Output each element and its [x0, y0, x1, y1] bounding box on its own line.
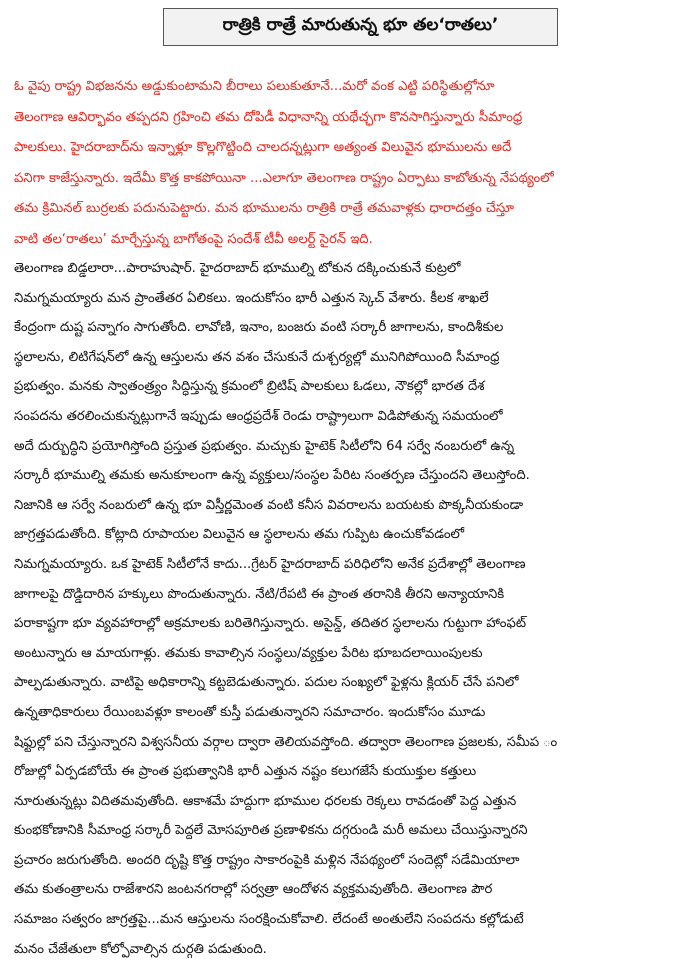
body-line: మనం చేజేతులా కోల్పోవాల్సిన దుర్గతి పడుతుంది.	[14, 941, 267, 957]
body-line: ప్రభుత్వం. మనకు స్వాతంత్ర్యం సిద్ధిస్తున్న క్రమంలో బ్రిటిష్ పాలకులు ఓడలు, నౌకల్లో భారత దేశ	[14, 379, 485, 395]
title-area	[0, 8, 679, 48]
intro-line: తెలంగాణ ఆవిర్భావం తప్పదని గ్రహించి తమ దోపిడీ విధానాన్ని యథేచ్ఛగా కొనసాగిస్తున్నారు సీమాంధ్ర	[14, 109, 523, 125]
body-line: సంపదను తరలించుకున్నట్లుగానే ఇప్పుడు ఆంధ్రప్రదేశ్ రెండు రాష్ట్రాలుగా విడిపోతున్న సమయంలో	[14, 408, 503, 424]
body-line: పరాకాష్టగా భూ వ్యవహారాల్లో అక్రమాలకు బరితెగిస్తున్నారు. అసైన్డ్, తదితర స్థలాలను గుట్టుగా హాంఫట్	[14, 616, 527, 632]
body-line: పాల్పడుతున్నారు. వాటిపై అధికారాన్ని కట్టబెడుతున్నారు. పదుల సంఖ్యలో ఫైళ్లను క్లియర్ చేసే పనిలో	[14, 675, 519, 691]
body-line: కేంద్రంగా దుష్ట పన్నాగం సాగుతోంది. లావోణి, ఇనాం, బంజరు వంటి సర్కారీ జాగాలను, కాందిశీకుల	[14, 320, 504, 336]
body-line: షిఫ్టుల్లో పని చేస్తున్నారని విశ్వసనీయ వర్గాల ద్వారా తెలియవస్తోంది. తద్వారా తెలంగాణ ప్రజలకు, సమీప ం	[14, 734, 558, 750]
body-line: జాగ్రత్తపడుతోంది. కోట్లాది రూపాయల విలువైన ఆ స్థలాలను తమ గుప్పిట ఉంచుకోవడంలో	[14, 527, 465, 543]
intro-line: తమ క్రిమినల్ బుర్రలకు పదునుపెట్టారు. మన భూములను రాత్రికి రాత్రే తమవాళ్లకు ధారాదత్తం చేస్తూ	[14, 201, 514, 216]
body-line: సమాజం సత్వరం జాగ్రత్తపై...మన ఆస్తులను సంరక్షించుకోవాలి. లేదంటే అంతులేని సంపదను కల్లోడుటే	[14, 912, 524, 928]
body-line: ఉన్నతాధికారులు రేయింబవళ్లూ కాలంతో కుస్తీ పడుతున్నారని సమాచారం. ఇందుకోసం మూడు	[14, 704, 486, 720]
body-line: నిమగ్నమయ్యారు మన ప్రాంతేతర ఏలికలు. ఇందుకోసం భారీ ఎత్తున స్కెచ్ వేశారు. కీలక శాఖలే	[14, 290, 489, 306]
body-line: నిమగ్నమయ్యారు. ఒక హైటెక్ సిటీలోనే కాదు...గ్రేటర్ హైదరాబాద్ పరిధిలోని అనేక ప్రదేశాల్లో తెలంగాణ	[14, 556, 526, 572]
body-line: తమ కుతంత్రాలను రాజేశారని జంటనగరాల్లో సర్వత్రా ఆందోళన వ్యక్తమవుతోంది. తెలంగాణ పౌర	[14, 882, 493, 898]
intro-line: వాటి తల‘రాతలు’ మార్చేస్తున్న బాగోతంపై సందేశ్ టీవీ అలర్ట్ సైరన్ ఇది.	[14, 231, 373, 247]
body-line: సర్కారీ భూముల్ని తమకు అనుకూలంగా ఉన్న వ్యక్తులు/సంస్థల పేరిట సంతర్పణ చేస్తుందని తెలుస్తోంది.	[14, 468, 530, 484]
body-line: నూరుతున్నట్లు విదితమవుతోంది. ఆకాశమే హద్దుగా భూముల ధరలకు రెక్కలు రావడంతో పెద్ద ఎత్తున	[14, 793, 517, 809]
body-line: అంటున్నారు ఆ మాయగాళ్లు. తమకు కావాల్సిన సంస్థలు/వ్యక్తుల పేరిట భూబదలాయింపులకు	[14, 645, 483, 661]
article-title: రాత్రికి రాత్రే మారుతున్న భూ తల‘రాతలు’	[163, 8, 558, 46]
intro-paragraph	[14, 72, 664, 255]
body-line: స్థలాలను, లిటిగేషన్‌లో ఉన్న ఆస్తులను తన వశం చేసుకునే దుశ్చర్యల్లో మునిగిపోయింది సీమాంధ్ర	[14, 349, 500, 365]
body-line: జాగాలపై దొడ్డిదారిన హక్కులు పొందుతున్నారు. నేటి/రేపటి ఈ ప్రాంత తరానికి తీరని అన్యాయానికి	[14, 586, 505, 602]
intro-line: పనిగా కాజేస్తున్నారు. ఇదేమీ కొత్త కాకపోయినా ...ఎలాగూ తెలంగాణ రాష్ట్రం ఏర్పాటు కాబోతున్న నేపథ్యంలో	[14, 170, 554, 186]
body-paragraph	[14, 254, 664, 964]
intro-line: ఓ వైపు రాష్ట్ర విభజనను అడ్డుకుంటామని బీరాలు పలుకుతూనే...మరో వంక ఎట్టి పరిస్థితుల్లోనూ	[14, 79, 495, 94]
body-line: అదే దుర్బుద్ధిని ప్రయోగిస్తోంది ప్రస్తుత ప్రభుత్వం. మచ్చుకు హైటెక్ సిటీలోని 64 సర్వే నంబరులో ఉన్న	[14, 438, 515, 454]
body-line: నిజానికి ఆ సర్వే నంబరులో ఉన్న భూ విస్తీర్ణమెంత వంటి కనీస వివరాలను బయటకు పొక్కనీయకుండా	[14, 497, 524, 513]
body-line: ప్రచారం జరుగుతోంది. అందరి దృష్టి కొత్త రాష్ట్రం సాకారంపైకి మళ్లిన నేపథ్యంలో సందెట్లో సడేమియాలా	[14, 852, 520, 868]
body-line: తెలంగాణ బిడ్డలారా...పారాహుషార్. హైదరాబాద్ భూముల్ని టోకున దక్కించుకునే కుట్రలో	[14, 261, 461, 276]
body-line: రోజుల్లో ఏర్పడబోయే ఈ ప్రాంత ప్రభుత్వానికి భారీ ఎత్తున నష్టం కలుగజేసే కుయుక్తుల కత్తులు	[14, 764, 477, 780]
body-line: కుంభకోణానికి సీమాంధ్ర సర్కారీ పెద్దలే మోసపూరిత ప్రణాళికను దగ్గరుండి మరీ అమలు చేయిస్తున్నారని	[14, 823, 528, 839]
intro-line: పాలకులు. హైదరాబాద్‌ను ఇన్నాళ్లూ కొల్లగొట్టింది చాలదన్నట్లుగా అత్యంత విలువైన భూములను అదే	[14, 140, 512, 155]
